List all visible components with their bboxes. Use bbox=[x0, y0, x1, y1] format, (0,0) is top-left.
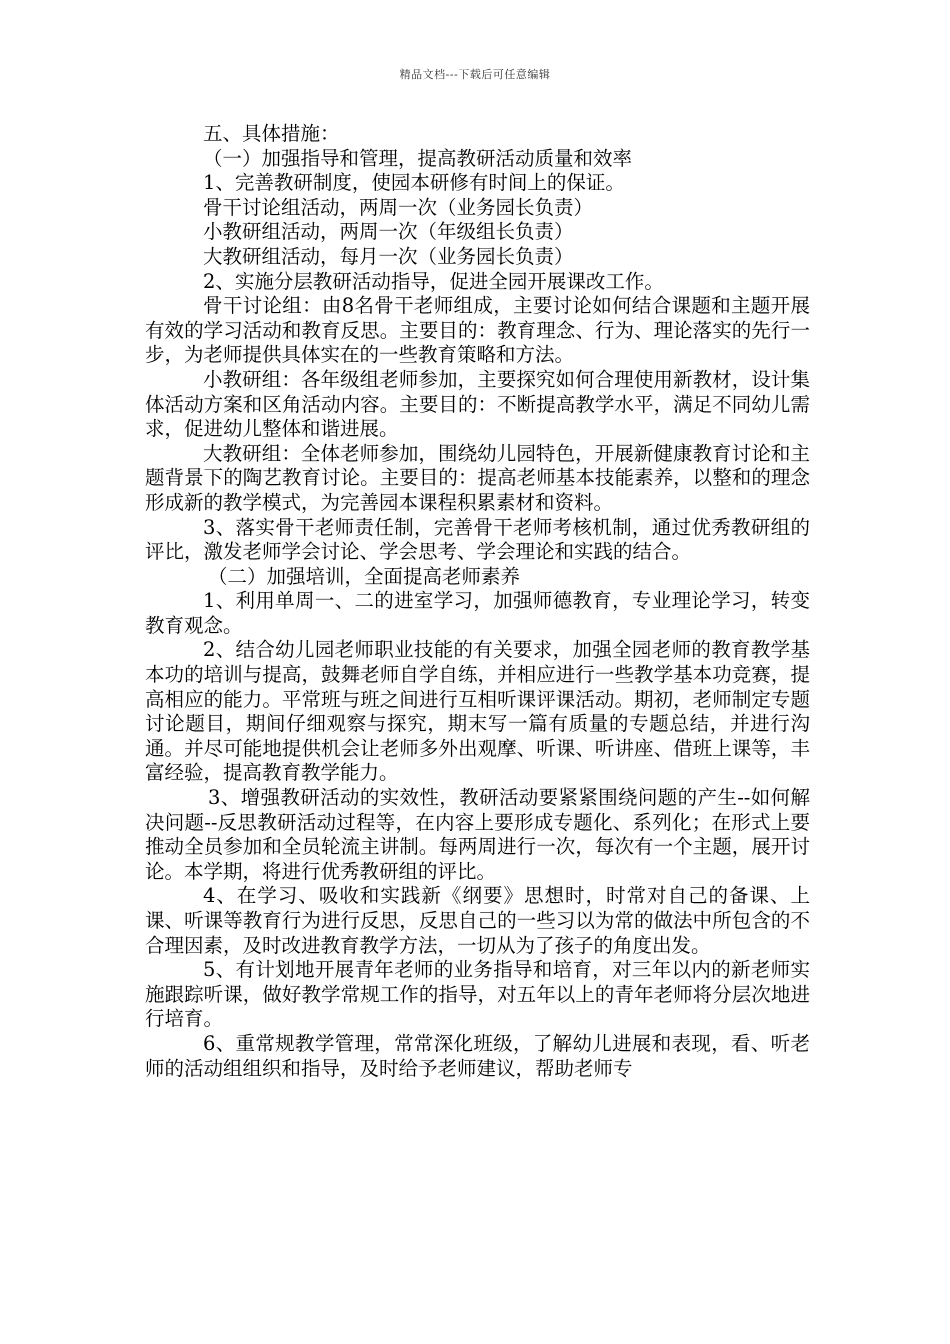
paragraph: 3、落实骨干老师责任制，完善骨干老师考核机制，通过优秀教研组的评比，激发老师学会讨论、学会思考、学会理论和实践的结合。 bbox=[145, 515, 810, 564]
paragraph: 2、结合幼儿园老师职业技能的有关要求，加强全园老师的教育教学基本功的培训与提高，鼓舞老师自学自练，并相应进行一些教学基本功竞赛，提高相应的能力。平常班与班之间进行互相听课评课活动。期初，老师制定专题讨论题目，期间仔细观察与探究，期末写一篇有质量的专题总结，并进行沟通。并尽可能地提供机会让老师多外出观摩、听课、听讲座、借班上课等，丰富经验，提高教育教学能力。 bbox=[145, 638, 810, 785]
paragraph: 大教研组：全体老师参加，围绕幼儿园特色，开展新健康教育讨论和主题背景下的陶艺教育讨论。主要目的：提高老师基本技能素养，以整和的理念形成新的教学模式，为完善园本课程积累素材和资料。 bbox=[145, 441, 810, 514]
page-header: 精品文档---下载后可任意编辑 bbox=[399, 68, 551, 81]
paragraph: 2、实施分层教研活动指导，促进全园开展课改工作。 bbox=[203, 269, 664, 293]
document-body bbox=[145, 122, 810, 1081]
paragraph: 4、在学习、吸收和实践新《纲要》思想时，时常对自己的备课、上课、听课等教育行为进行反思，反思自己的一些习以为常的做法中所包含的不合理因素，及时改进教育教学方法，一切从为了孩子的角度出发。 bbox=[145, 884, 810, 957]
paragraph: 5、有计划地开展青年老师的业务指导和培育，对三年以内的新老师实施跟踪听课，做好教学常规工作的指导，对五年以上的青年老师将分层次地进行培育。 bbox=[145, 958, 810, 1031]
paragraph: 小教研组：各年级组老师参加，主要探究如何合理使用新教材，设计集体活动方案和区角活动内容。主要目的：不断提高教学水平，满足不同幼儿需求，促进幼儿整体和谐进展。 bbox=[145, 367, 810, 441]
paragraph: 骨干讨论组：由8名骨干老师组成，主要讨论如何结合课题和主题开展有效的学习活动和教育反思。主要目的：教育理念、行为、理论落实的先行一步，为老师提供具体实在的一些教育策略和方法。 bbox=[145, 294, 810, 367]
paragraph: 骨干讨论组活动，两周一次（业务园长负责） bbox=[203, 195, 594, 219]
paragraph: 五、具体措施： bbox=[203, 122, 340, 145]
paragraph: （二）加强培训，全面提高老师素养 bbox=[208, 564, 521, 588]
paragraph: （一）加强指导和管理，提高教研活动质量和效率 bbox=[203, 146, 633, 170]
paragraph: 1、完善教研制度，使园本研修有时间上的保证。 bbox=[203, 171, 625, 195]
paragraph: 6、重常规教学管理，常常深化班级，了解幼儿进展和表现，看、听老师的活动组组织和指导，及时给予老师建议，帮助老师专 bbox=[145, 1031, 810, 1080]
paragraph: 大教研组活动，每月一次（业务园长负责） bbox=[203, 244, 574, 268]
paragraph: 小教研组活动，两周一次（年级组长负责） bbox=[203, 220, 574, 244]
paragraph: 1、利用单周一、二的进室学习，加强师德教育，专业理论学习，转变教育观念。 bbox=[145, 589, 810, 637]
paragraph: 3、增强教研活动的实效性，教研活动要紧紧围绕问题的产生--如何解决问题--反思教研活动过程等，在内容上要形成专题化、系列化；在形式上要推动全员参加和全员轮流主讲制。每两周进行一次，每次有一个主题，展开讨论。本学期，将进行优秀教研组的评比。 bbox=[145, 786, 810, 883]
